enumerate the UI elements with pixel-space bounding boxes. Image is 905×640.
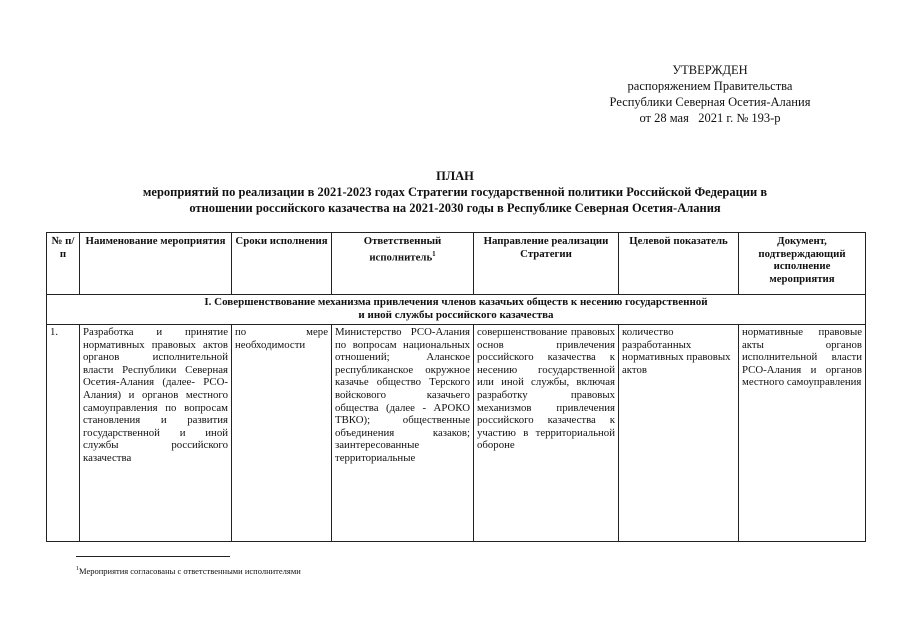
header-terms: Сроки исполнения [232, 233, 332, 295]
section-title-line-2: и иной службы российского казачества [358, 308, 554, 321]
cell-document: нормативные правовые акты органов исполнительной власти РСО-Алания и органов местного самоуправления [739, 325, 866, 542]
section-row [47, 295, 866, 325]
cell-target: количество разработанных нормативных правовых актов [619, 325, 739, 542]
plan-table [46, 232, 866, 542]
cell-executor: Министерство РСО-Алания по вопросам национальных отношений; Аланское республиканское окружное казачье общество Терского войскового казачьего общества (далее - АРОКО ТВКО); общественные объединения казаков; заинтересованные территориальные [332, 325, 474, 542]
header-executor-footnote-mark: 1 [432, 249, 436, 258]
section-title [47, 295, 866, 325]
approval-line-1: УТВЕРЖДЕН [672, 63, 748, 77]
title-main: ПЛАН [436, 169, 474, 183]
header-name: Наименование мероприятия [80, 233, 232, 295]
cell-terms: по мере необходимости [232, 325, 332, 542]
cell-num: 1. [47, 325, 80, 542]
document-title [60, 168, 850, 216]
title-sub-1: мероприятий по реализации в 2021-2023 годах Стратегии государственной политики Российской Федерации в [142, 185, 768, 199]
header-executor-label: Ответственный исполнитель [363, 235, 442, 264]
header-executor [332, 233, 474, 295]
section-title-line-1: I. Совершенствование механизма привлечения членов казачьих обществ к несению государственной [204, 296, 708, 308]
cell-name: Разработка и принятие нормативных правовых актов органов исполнительной власти Республики Северная Осетия-Алания (далее- РСО-Алания) и органов местного самоуправления по вопросам становления и развития государственной и иной службы российского казачества [80, 325, 232, 542]
approval-block [560, 62, 860, 126]
table-header-row [47, 233, 866, 295]
footnote-marker: 1 [76, 566, 79, 573]
approval-line-3: Республики Северная Осетия-Алания [609, 95, 811, 109]
header-document: Документ, подтверждающий исполнение мероприятия [739, 233, 866, 295]
table-row [47, 325, 866, 542]
title-sub-2: отношении российского казачества на 2021-2030 годы в Республике Северная Осетия-Алания [189, 201, 721, 215]
header-num: № п/п [47, 233, 80, 295]
footnote-divider [76, 556, 230, 557]
header-direction: Направление реализации Стратегии [474, 233, 619, 295]
approval-line-4: от 28 мая 2021 г. № 193-р [639, 111, 781, 125]
footnote-text: Мероприятия согласованы с ответственными исполнителями [79, 566, 301, 576]
approval-line-2: распоряжением Правительства [627, 79, 793, 93]
header-target: Целевой показатель [619, 233, 739, 295]
footnote [76, 566, 301, 576]
cell-direction: совершенствование правовых основ привлечения российского казачества к несению государственной или иной службы, включая разработку правовых механизмов привлечения российского казачества к участию в территориальной обороне [474, 325, 619, 542]
